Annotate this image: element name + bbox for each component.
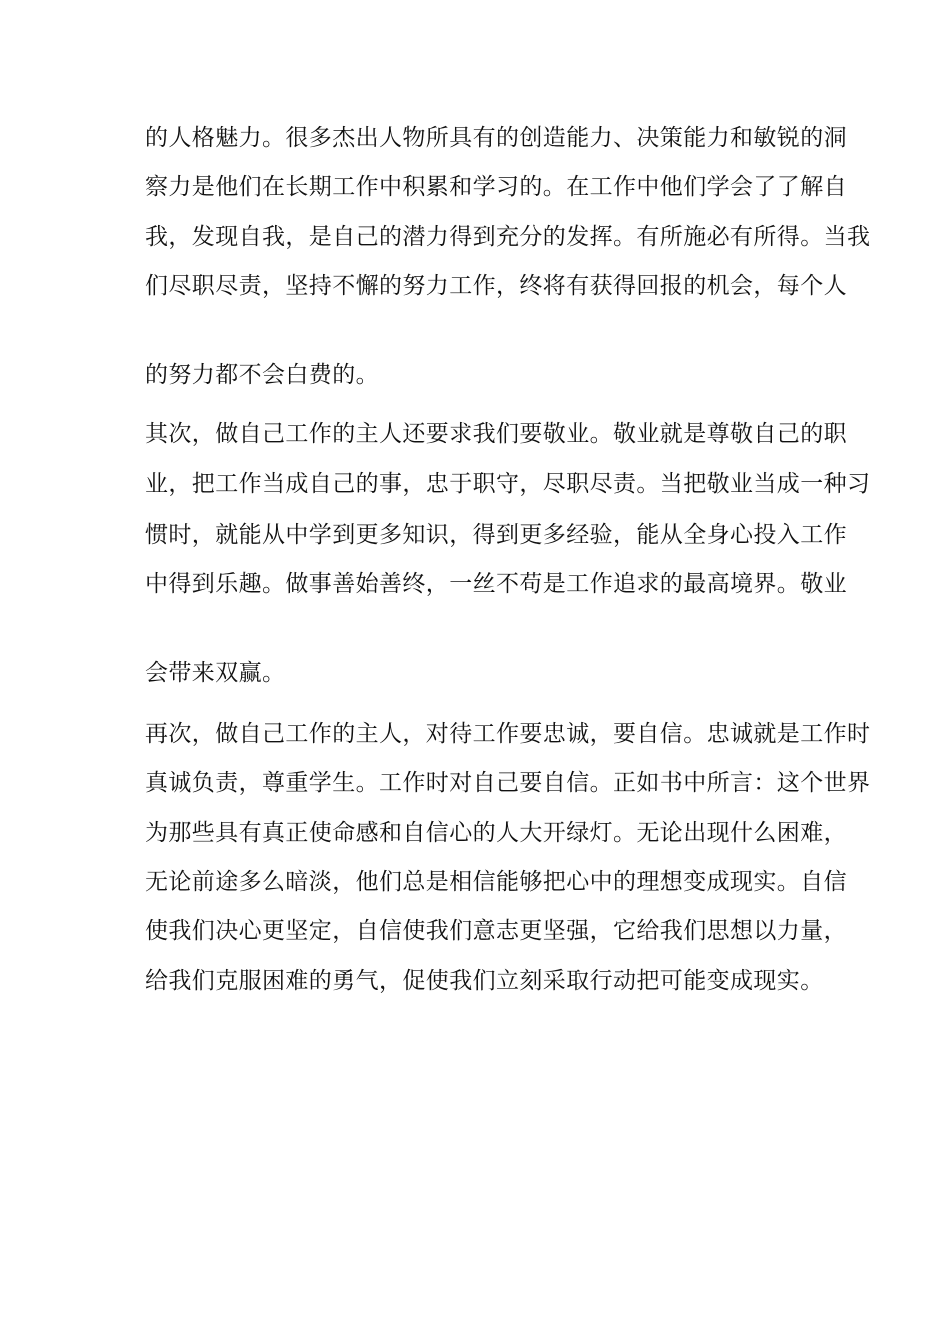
- paragraph-line: 业，把工作当成自己的事，忠于职守，尽职尽责。当把敬业当成一种习: [145, 471, 871, 497]
- paragraph-line: 我，发现自我，是自己的潜力得到充分的发挥。有所施必有所得。当我: [145, 224, 871, 250]
- paragraph-line: 再次，做自己工作的主人，对待工作要忠诚，要自信。忠诚就是工作时: [145, 721, 871, 747]
- paragraph-line: 为那些具有真正使命感和自信心的人大开绿灯。无论出现什么困难，: [145, 820, 847, 846]
- paragraph-line: 其次，做自己工作的主人还要求我们要敬业。敬业就是尊敬自己的职: [145, 421, 847, 447]
- paragraph-line: 中得到乐趣。做事善始善终，一丝不苟是工作追求的最高境界。敬业: [145, 571, 847, 597]
- paragraph-line: 察力是他们在长期工作中积累和学习的。在工作中他们学会了了解自: [145, 174, 847, 200]
- paragraph-line: 惯时，就能从中学到更多知识，得到更多经验，能从全身心投入工作: [145, 522, 847, 548]
- paragraph-line: 的努力都不会白费的。: [145, 362, 379, 388]
- paragraph-line: 们尽职尽责，坚持不懈的努力工作，终将有获得回报的机会，每个人: [145, 273, 847, 299]
- paragraph-line: 会带来双赢。: [145, 660, 286, 686]
- paragraph-line: 给我们克服困难的勇气，促使我们立刻采取行动把可能变成现实。: [145, 968, 824, 994]
- paragraph-line: 真诚负责，尊重学生。工作时对自己要自信。正如书中所言：这个世界: [145, 770, 871, 796]
- paragraph-line: 使我们决心更坚定，自信使我们意志更坚强，它给我们思想以力量，: [145, 918, 847, 944]
- paragraph-line: 无论前途多么暗淡，他们总是相信能够把心中的理想变成现实。自信: [145, 869, 847, 895]
- paragraph-line: 的人格魅力。很多杰出人物所具有的创造能力、决策能力和敏锐的洞: [145, 125, 847, 151]
